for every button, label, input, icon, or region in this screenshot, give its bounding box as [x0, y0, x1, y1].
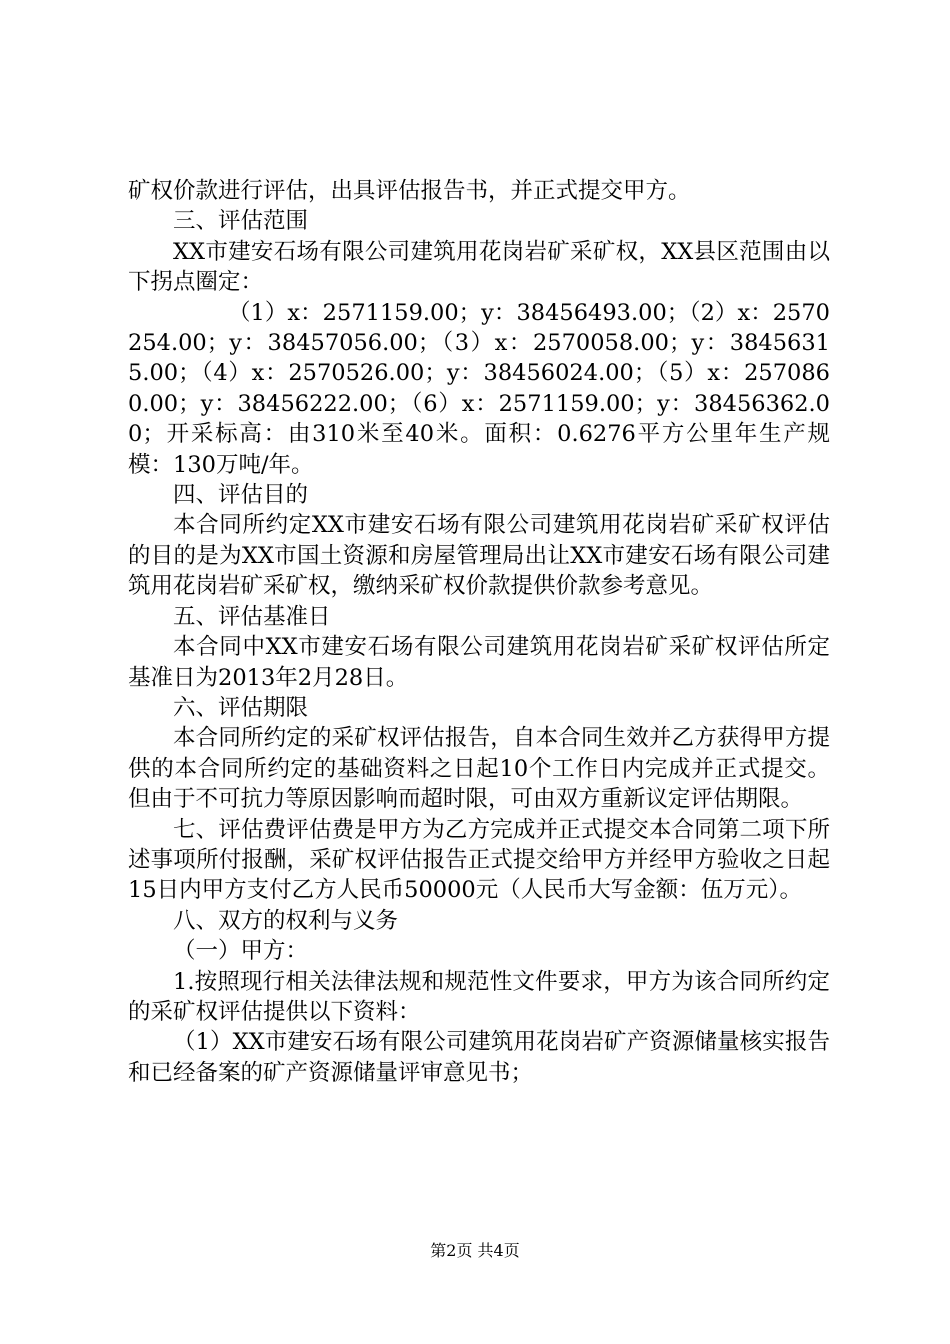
- subsection-heading-party-a: （一）甲方：: [173, 938, 309, 965]
- section-heading-rights-obligations: 八、双方的权利与义务: [173, 907, 399, 934]
- paragraph-coordinates: （1）x：2571159.00；y：38456493.00；（2）x：2570254.00；y：38457056.00；（3）x：2570058.00；y：38456315.00；（4）x：2570526.00；y：38456024.00；（5）x：2570860.00；y：38456222.00；（6）x：2571159.00；y：38456362.00；开采标高：由310米至40米。面积：0.6276平方公里年生产规模：130万吨/年。: [128, 299, 830, 478]
- paragraph-period: 本合同所约定的采矿权评估报告，自本合同生效并乙方获得甲方提供的本合同所约定的基础资料之日起10个工作日内完成并正式提交。但由于不可抗力等原因影响而超时限，可由双方重新议定评估期限。: [128, 725, 830, 813]
- page-footer: 第2页 共4页: [430, 1241, 520, 1260]
- section-heading-scope: 三、评估范围: [173, 208, 309, 235]
- section-heading-purpose: 四、评估目的: [173, 482, 309, 509]
- section-heading-period: 六、评估期限: [173, 694, 309, 721]
- paragraph-purpose: 本合同所约定XX市建安石场有限公司建筑用花岗岩矿采矿权评估的目的是为XX市国土资源和房屋管理局出让XX市建安石场有限公司建筑用花岗岩矿采矿权，缴纳采矿权价款提供价款参考意见。: [128, 512, 830, 600]
- paragraph-scope: XX市建安石场有限公司建筑用花岗岩矿采矿权，XX县区范围由以下拐点圈定：: [128, 238, 830, 296]
- section-heading-base-date: 五、评估基准日: [173, 603, 331, 630]
- paragraph-fee: 七、评估费评估费是甲方为乙方完成并正式提交本合同第二项下所述事项所付报酬，采矿权评估报告正式提交给甲方并经甲方验收之日起15日内甲方支付乙方人民币50000元（人民币大写金额：伍万元）。: [128, 816, 830, 904]
- document-body: [128, 176, 830, 1088]
- paragraph-party-a-item-1-1: （1）XX市建安石场有限公司建筑用花岗岩矿产资源储量核实报告和已经备案的矿产资源储量评审意见书；: [128, 1029, 830, 1086]
- paragraph-intro-continuation: 矿权价款进行评估，出具评估报告书，并正式提交甲方。: [128, 178, 691, 204]
- paragraph-base-date: 本合同中XX市建安石场有限公司建筑用花岗岩矿采矿权评估所定基准日为2013年2月28日。: [128, 634, 830, 691]
- paragraph-party-a-item-1: 1.按照现行相关法律法规和规范性文件要求，甲方为该合同所约定的采矿权评估提供以下资料：: [128, 968, 830, 1025]
